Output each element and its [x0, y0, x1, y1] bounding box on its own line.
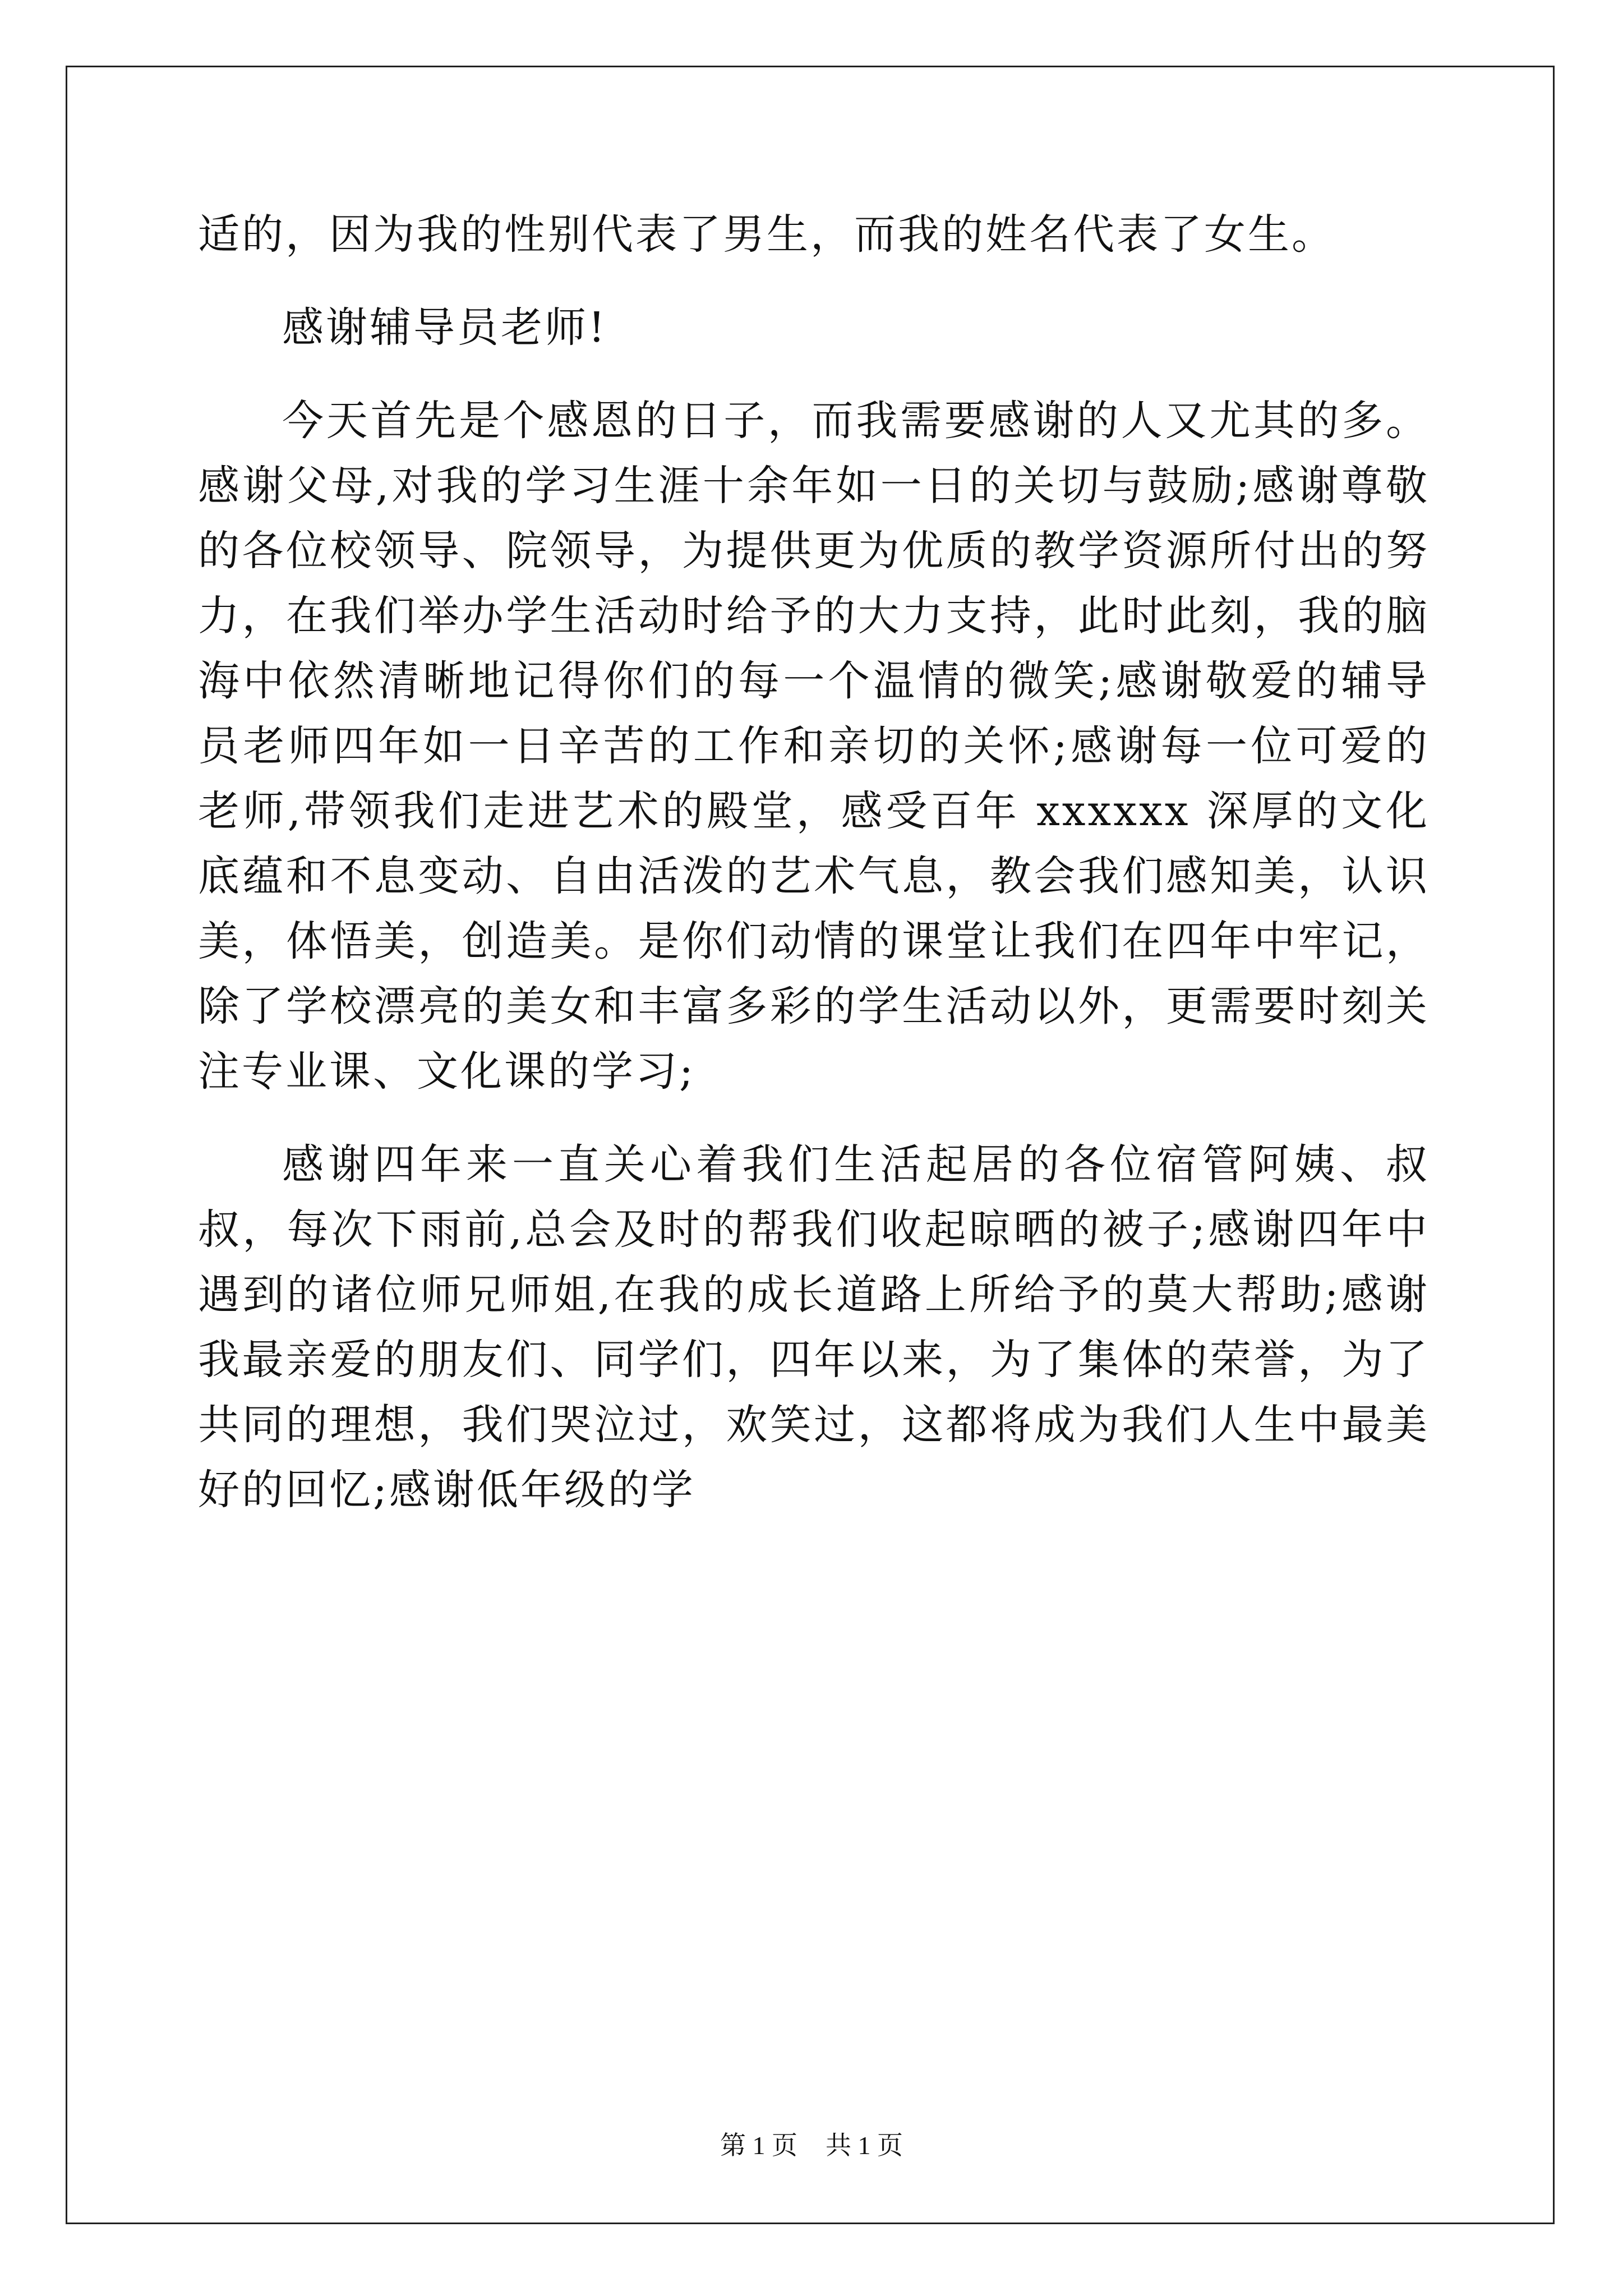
page-footer [0, 2125, 1623, 2162]
page-number-current: 第 1 页 [720, 2131, 797, 2160]
document-body [198, 202, 1430, 1550]
page-number-total: 共 1 页 [826, 2131, 903, 2160]
paragraph-thanks-counselor: 感谢辅导员老师! [282, 303, 607, 352]
paragraph-thanks-staff-friends: 感谢四年来一直关心着我们生活起居的各位宿管阿姨、叔叔，每次下雨前,总会及时的帮我们收起晾晒的被子;感谢四年中遇到的诸位师兄师姐,在我的成长道路上所给予的莫大帮助;感谢我最亲爱的朋友们、同学们，四年以来，为了集体的荣誉，为了共同的理想，我们哭泣过，欢笑过，这都将成为我们人生中最美好的回忆;感谢低年级的学 [198, 1140, 1430, 1514]
paragraph-thanks-parents-teachers: 今天首先是个感恩的日子，而我需要感谢的人又尤其的多。感谢父母,对我的学习生涯十余年如一日的关切与鼓励;感谢尊敬的各位校领导、院领导，为提供更为优质的教学资源所付出的努力，在我们举办学生活动时给予的大力支持，此时此刻，我的脑海中依然清晰地记得你们的每一个温情的微笑;感谢敬爱的辅导员老师四年如一日辛苦的工作和亲切的关怀;感谢每一位可爱的老师,带领我们走进艺术的殿堂，感受百年 xxxxxx 深厚的文化底蕴和不息变动、自由活泼的艺术气息，教会我们感知美，认识美，体悟美，创造美。是你们动情的课堂让我们在四年中牢记，除了学校漂亮的美女和丰富多彩的学生活动以外，更需要时刻关注专业课、文化课的学习; [198, 397, 1430, 1096]
paragraph-continuation: 适的，因为我的性别代表了男生，而我的姓名代表了女生。 [198, 210, 1335, 259]
